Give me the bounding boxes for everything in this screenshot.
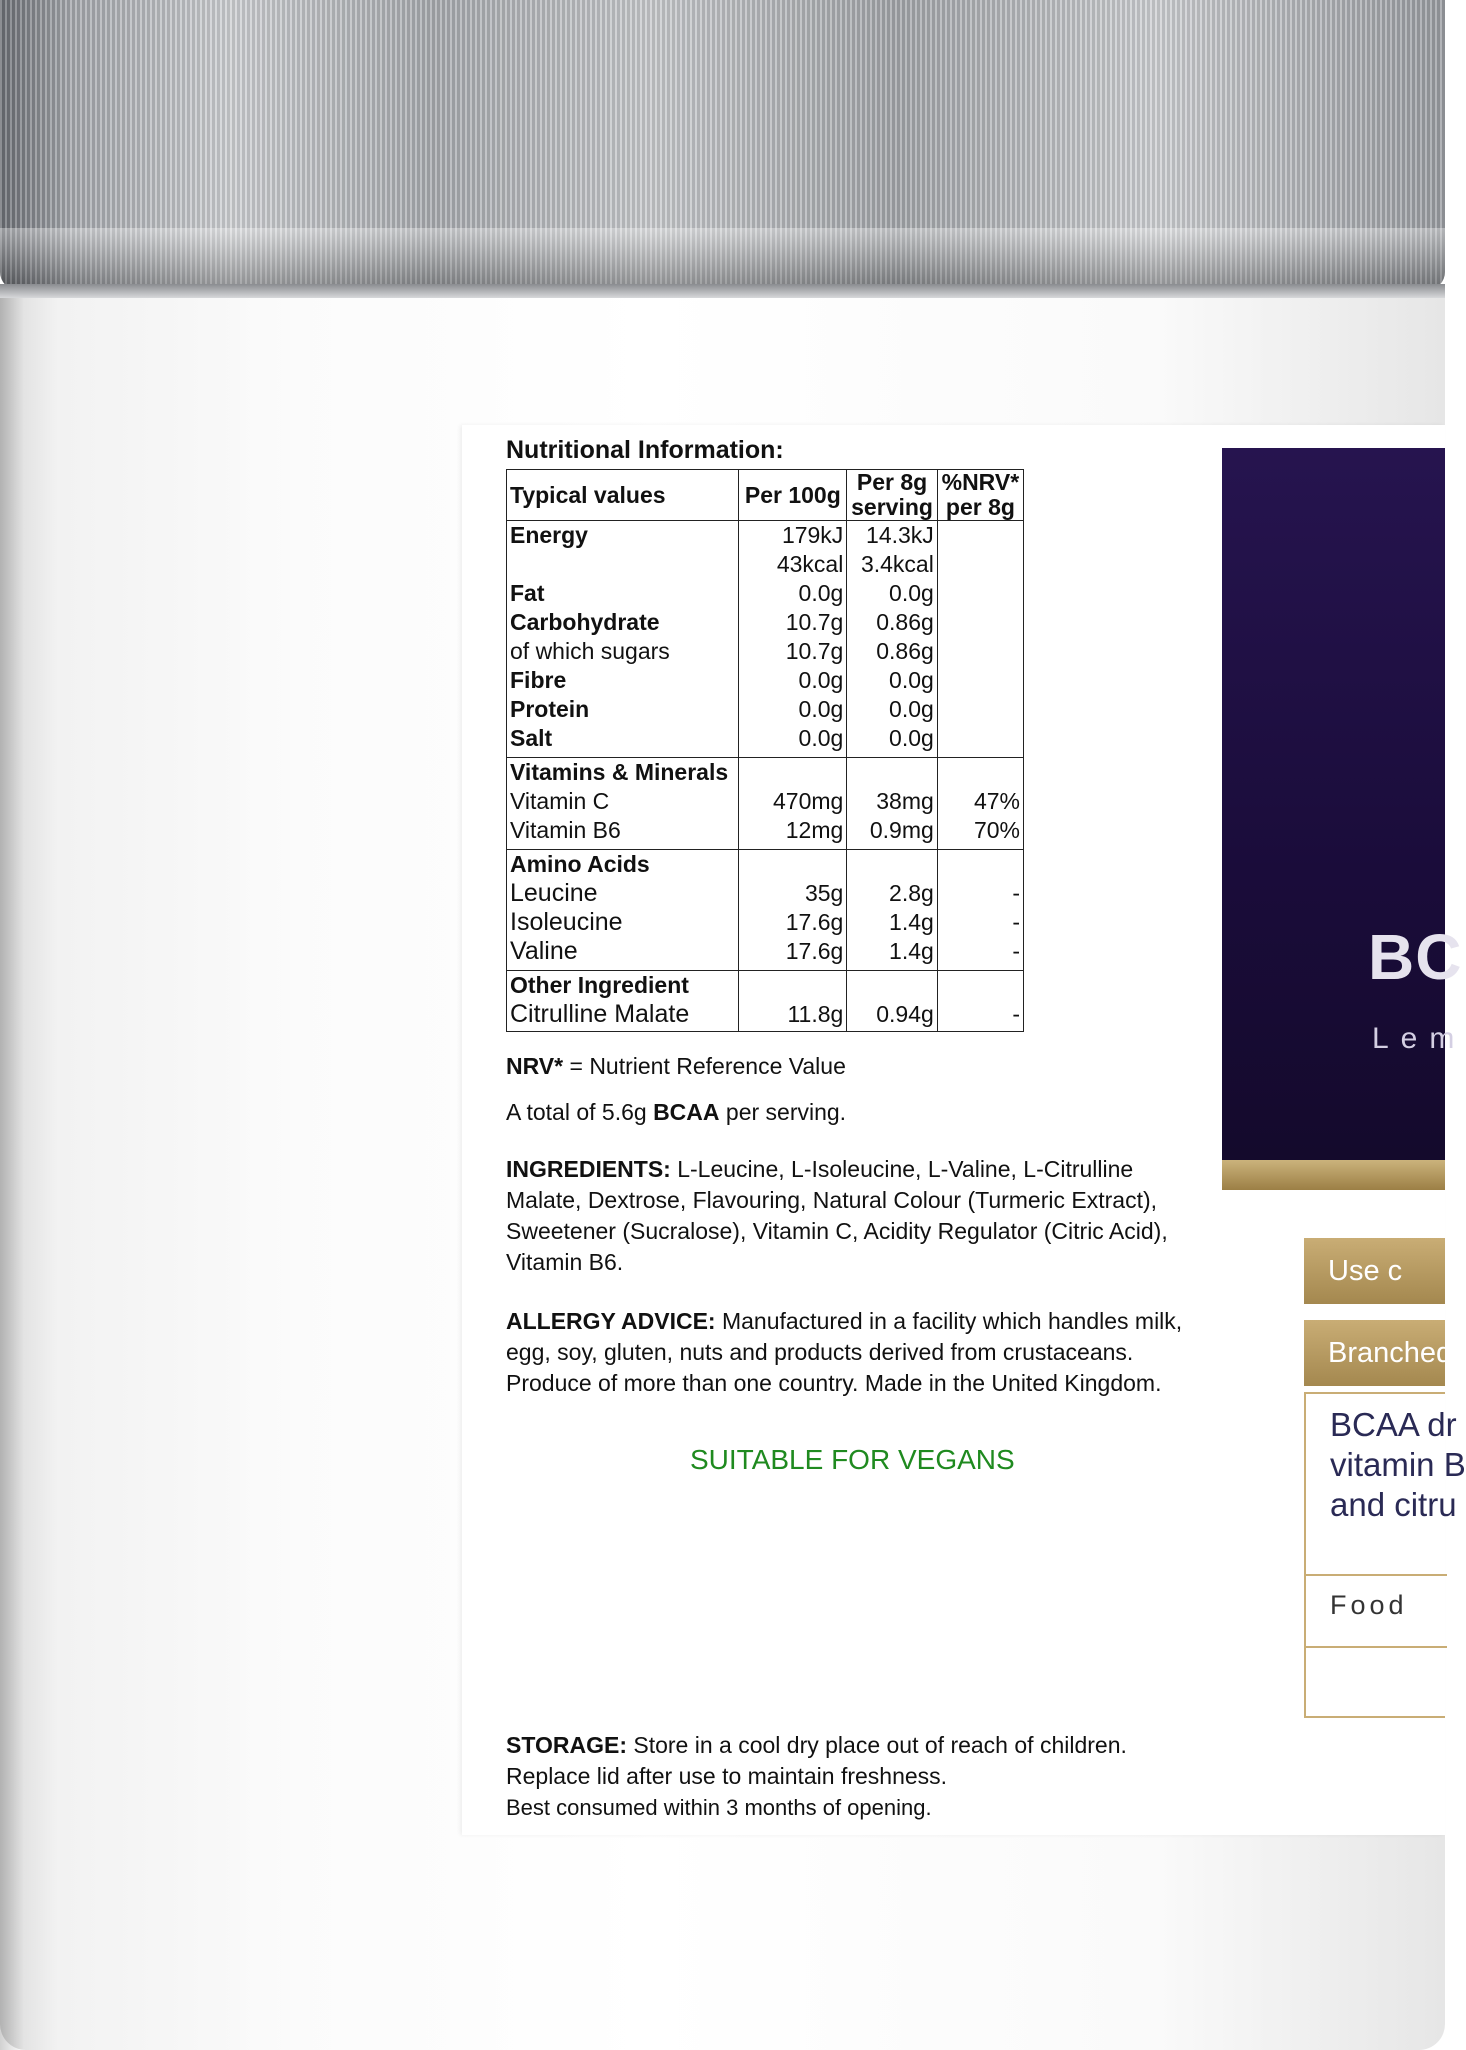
description-line: BCAA dr (1330, 1406, 1457, 1443)
row-per8: 0.86g (847, 637, 938, 666)
header-nrv-line1: %NRV* (941, 469, 1020, 495)
row-label: Vitamin B6 (507, 816, 739, 850)
table-row (507, 608, 1024, 637)
row-nrv (937, 521, 1023, 551)
divider (1306, 1574, 1447, 1576)
front-gold-band (1222, 1160, 1445, 1190)
empty-cell (937, 850, 1023, 880)
row-per100: 0.0g (739, 724, 847, 758)
row-nrv (937, 695, 1023, 724)
empty-cell (739, 758, 847, 788)
nutrition-table (506, 469, 1024, 1032)
row-per8: 0.0g (847, 695, 938, 724)
row-per100: 35g (739, 879, 847, 908)
row-per100: 10.7g (739, 608, 847, 637)
section-heading-vitamins: Vitamins & Minerals (507, 758, 739, 788)
row-nrv (937, 579, 1023, 608)
header-nrv-line2: per 8g (945, 494, 1015, 520)
row-per8: 2.8g (847, 879, 938, 908)
storage-line3: Best consumed within 3 months of opening. (506, 1795, 932, 1820)
row-per100: 17.6g (739, 908, 847, 937)
row-nrv: 70% (937, 816, 1023, 850)
allergy-heading: ALLERGY ADVICE: (506, 1308, 716, 1334)
product-flavour: Lem (1372, 1022, 1466, 1055)
row-label: Leucine (507, 879, 739, 908)
row-per100: 43kcal (739, 550, 847, 579)
row-per8: 0.0g (847, 579, 938, 608)
row-per8: 38mg (847, 787, 938, 816)
ingredients-block (506, 1154, 1196, 1278)
header-per-8g-line2: serving (851, 494, 933, 520)
row-nrv (937, 666, 1023, 695)
allergy-text: Manufactured in a facility which handles milk, egg, soy, gluten, nuts and products derived from crustaceans. Produce of more than one country. Made in the United Kingdom. (506, 1308, 1183, 1396)
row-nrv (937, 550, 1023, 579)
row-nrv (937, 608, 1023, 637)
table-row (507, 971, 1024, 1001)
bcaa-total-pre: A total of 5.6g (506, 1099, 654, 1125)
food-supplement-label: Food (1330, 1590, 1408, 1620)
bcaa-total-bold: BCAA (653, 1099, 720, 1125)
empty-cell (937, 971, 1023, 1001)
description-line: and citru (1330, 1486, 1457, 1523)
divider (1306, 1646, 1447, 1648)
nrv-footnote (506, 1051, 846, 1082)
table-row (507, 550, 1024, 579)
row-label: Carbohydrate (507, 608, 739, 637)
row-label: Fibre (507, 666, 739, 695)
table-row (507, 1000, 1024, 1032)
ingredients-text: L-Leucine, L-Isoleucine, L-Valine, L-Citrulline Malate, Dextrose, Flavouring, Natural Colour (Turmeric Extract), Sweetener (Sucralose), Vitamin C, Acidity Regulator (Citric Acid), Vitamin B6. (506, 1156, 1168, 1275)
row-per8: 1.4g (847, 908, 938, 937)
header-typical-values: Typical values (507, 470, 739, 521)
row-nrv (937, 724, 1023, 758)
table-row (507, 816, 1024, 850)
ingredients-heading: INGREDIENTS: (506, 1156, 671, 1182)
nutrition-title: Nutritional Information: (506, 436, 784, 464)
row-per100: 10.7g (739, 637, 847, 666)
row-per8: 0.86g (847, 608, 938, 637)
row-label: Fat (507, 579, 739, 608)
row-label: of which sugars (507, 637, 739, 666)
description-line: vitamin B (1330, 1446, 1466, 1483)
row-per8: 0.0g (847, 724, 938, 758)
row-per8: 0.9mg (847, 816, 938, 850)
section-heading-other: Other Ingredient (507, 971, 739, 1001)
row-label: Isoleucine (507, 908, 739, 937)
table-row (507, 937, 1024, 971)
storage-block (506, 1730, 1196, 1823)
lid-seam (0, 284, 1445, 298)
row-per100: 0.0g (739, 695, 847, 724)
tub-shadow (0, 296, 24, 2050)
row-per8: 3.4kcal (847, 550, 938, 579)
table-row (507, 695, 1024, 724)
section-heading-amino: Amino Acids (507, 850, 739, 880)
row-per8: 0.0g (847, 666, 938, 695)
table-row (507, 908, 1024, 937)
usage-banner: Use c (1304, 1238, 1445, 1304)
table-row (507, 724, 1024, 758)
row-nrv: - (937, 908, 1023, 937)
empty-cell (847, 758, 938, 788)
storage-line2: Replace lid after use to maintain freshness. (506, 1763, 948, 1789)
header-per-8g-line1: Per 8g (856, 469, 928, 495)
row-per100: 0.0g (739, 579, 847, 608)
table-row (507, 850, 1024, 880)
row-per100: 470mg (739, 787, 847, 816)
row-label: Vitamin C (507, 787, 739, 816)
product-title: BC (1368, 921, 1463, 993)
header-per-8g (847, 470, 938, 521)
table-row (507, 579, 1024, 608)
empty-cell (739, 971, 847, 1001)
storage-heading: STORAGE: (506, 1732, 627, 1758)
table-header-row (507, 470, 1024, 521)
row-per8: 14.3kJ (847, 521, 938, 551)
storage-line1: Store in a cool dry place out of reach of children. (626, 1732, 1127, 1758)
empty-cell (847, 850, 938, 880)
row-label: Citrulline Malate (507, 1000, 739, 1032)
allergy-block (506, 1306, 1196, 1399)
subtitle-banner: Branched (1304, 1320, 1445, 1386)
row-per100: 11.8g (739, 1000, 847, 1032)
row-nrv: 47% (937, 787, 1023, 816)
header-nrv (937, 470, 1023, 521)
row-label: Salt (507, 724, 739, 758)
empty-cell (739, 850, 847, 880)
row-per100: 17.6g (739, 937, 847, 971)
row-label: Valine (507, 937, 739, 971)
header-per-100g: Per 100g (739, 470, 847, 521)
bcaa-total-statement (506, 1097, 846, 1128)
row-nrv: - (937, 879, 1023, 908)
row-per8: 1.4g (847, 937, 938, 971)
vegan-badge: SUITABLE FOR VEGANS (690, 1444, 1015, 1475)
row-per100: 0.0g (739, 666, 847, 695)
row-per100: 179kJ (739, 521, 847, 551)
row-per8: 0.94g (847, 1000, 938, 1032)
row-nrv (937, 637, 1023, 666)
table-row (507, 787, 1024, 816)
empty-cell (847, 971, 938, 1001)
nrv-footnote-term: NRV* (506, 1053, 564, 1079)
table-row (507, 879, 1024, 908)
nrv-footnote-text: = Nutrient Reference Value (563, 1053, 846, 1079)
row-nrv: - (937, 1000, 1023, 1032)
row-per100: 12mg (739, 816, 847, 850)
table-row (507, 666, 1024, 695)
row-label: Energy (507, 521, 739, 551)
table-row (507, 521, 1024, 551)
row-label (507, 550, 739, 579)
bcaa-total-post: per serving. (719, 1099, 847, 1125)
table-row (507, 758, 1024, 788)
row-nrv: - (937, 937, 1023, 971)
row-label: Protein (507, 695, 739, 724)
lid-rim (0, 228, 1445, 290)
description-box (1304, 1392, 1466, 1718)
empty-cell (937, 758, 1023, 788)
table-row (507, 637, 1024, 666)
